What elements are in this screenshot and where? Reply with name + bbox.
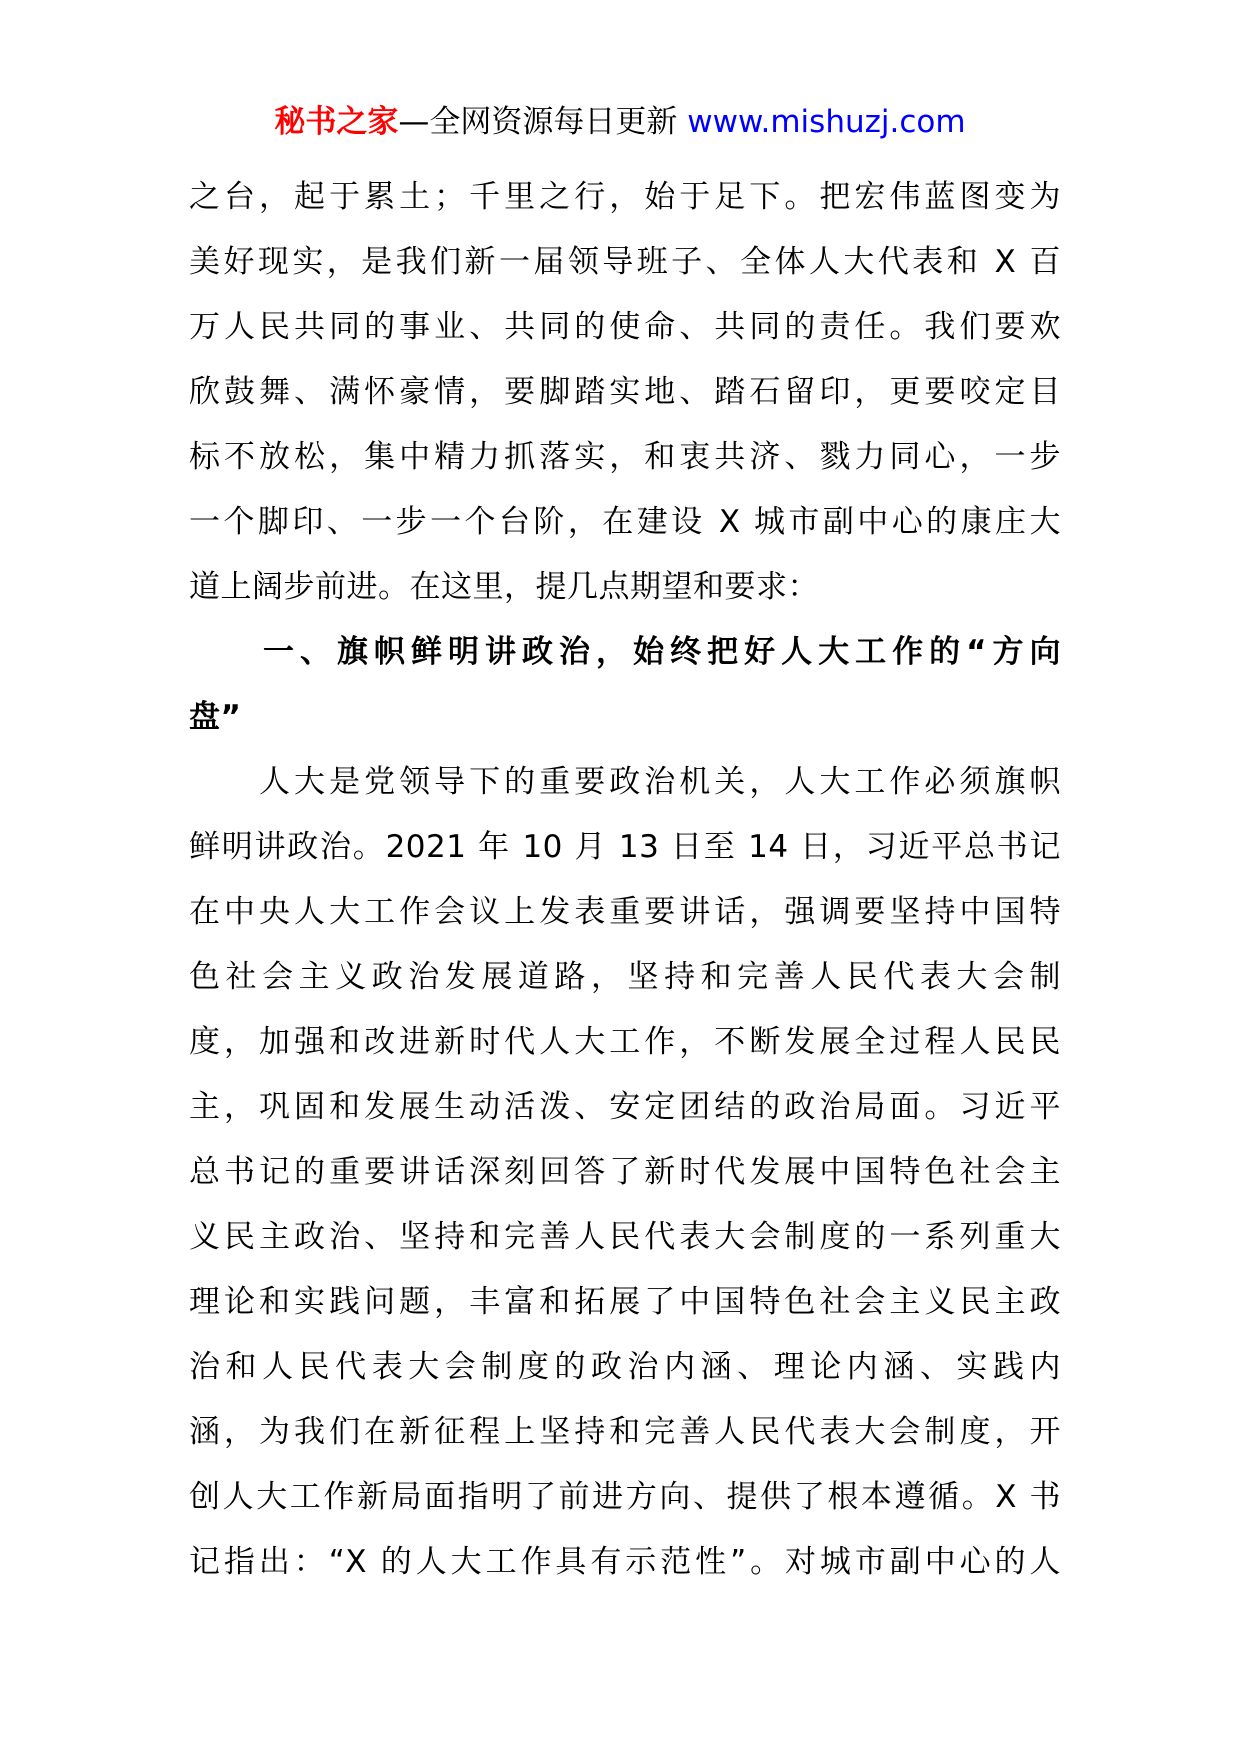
document-body (189, 165, 1061, 1595)
body-line: 记指出：“X 的人大工作具有示范性”。对城市副中心的人 (189, 1544, 1061, 1580)
body-line: 在中央人大工作会议上发表重要讲话，强调要坚持中国特 (189, 894, 1061, 930)
body-line: 理论和实践问题，丰富和拓展了中国特色社会主义民主政 (189, 1284, 1061, 1320)
section-heading-line: 一、旗帜鲜明讲政治，始终把好人大工作的“方向 (189, 634, 1061, 670)
body-line: 万人民共同的事业、共同的使命、共同的责任。我们要欢 (189, 309, 1061, 345)
body-line: 总书记的重要讲话深刻回答了新时代发展中国特色社会主 (189, 1154, 1061, 1190)
body-line: 涵，为我们在新征程上坚持和完善人民代表大会制度，开 (189, 1414, 1061, 1450)
site-brand: 秘书之家 (274, 104, 399, 140)
body-line: 美好现实，是我们新一届领导班子、全体人大代表和 X 百 (189, 244, 1061, 280)
body-line: 之台，起于累土；千里之行，始于足下。把宏伟蓝图变为 (189, 179, 1061, 215)
body-line: 创人大工作新局面指明了前进方向、提供了根本遵循。X 书 (189, 1479, 1061, 1515)
body-line: 治和人民代表大会制度的政治内涵、理论内涵、实践内 (189, 1349, 1061, 1385)
site-url[interactable]: www.mishuzj.com (687, 104, 966, 140)
site-header (0, 100, 1240, 144)
section-heading-line: 盘” (189, 699, 242, 735)
body-line: 道上阔步前进。在这里，提几点期望和要求： (189, 569, 819, 605)
body-line: 欣鼓舞、满怀豪情，要脚踏实地、踏石留印，更要咬定目 (189, 374, 1061, 410)
body-line: 鲜明讲政治。2021 年 10 月 13 日至 14 日，习近平总书记 (189, 829, 1061, 865)
body-line: 度，加强和改进新时代人大工作，不断发展全过程人民民 (189, 1024, 1061, 1060)
body-line: 一个脚印、一步一个台阶，在建设 X 城市副中心的康庄大 (189, 504, 1061, 540)
body-line: 义民主政治、坚持和完善人民代表大会制度的一系列重大 (189, 1219, 1061, 1255)
body-line: 标不放松，集中精力抓落实，和衷共济、戮力同心，一步 (189, 439, 1061, 475)
site-tagline: —全网资源每日更新 (398, 104, 688, 140)
body-line: 人大是党领导下的重要政治机关，人大工作必须旗帜 (189, 764, 1061, 800)
body-line: 主，巩固和发展生动活泼、安定团结的政治局面。习近平 (189, 1089, 1061, 1125)
body-line: 色社会主义政治发展道路，坚持和完善人民代表大会制 (189, 959, 1061, 995)
